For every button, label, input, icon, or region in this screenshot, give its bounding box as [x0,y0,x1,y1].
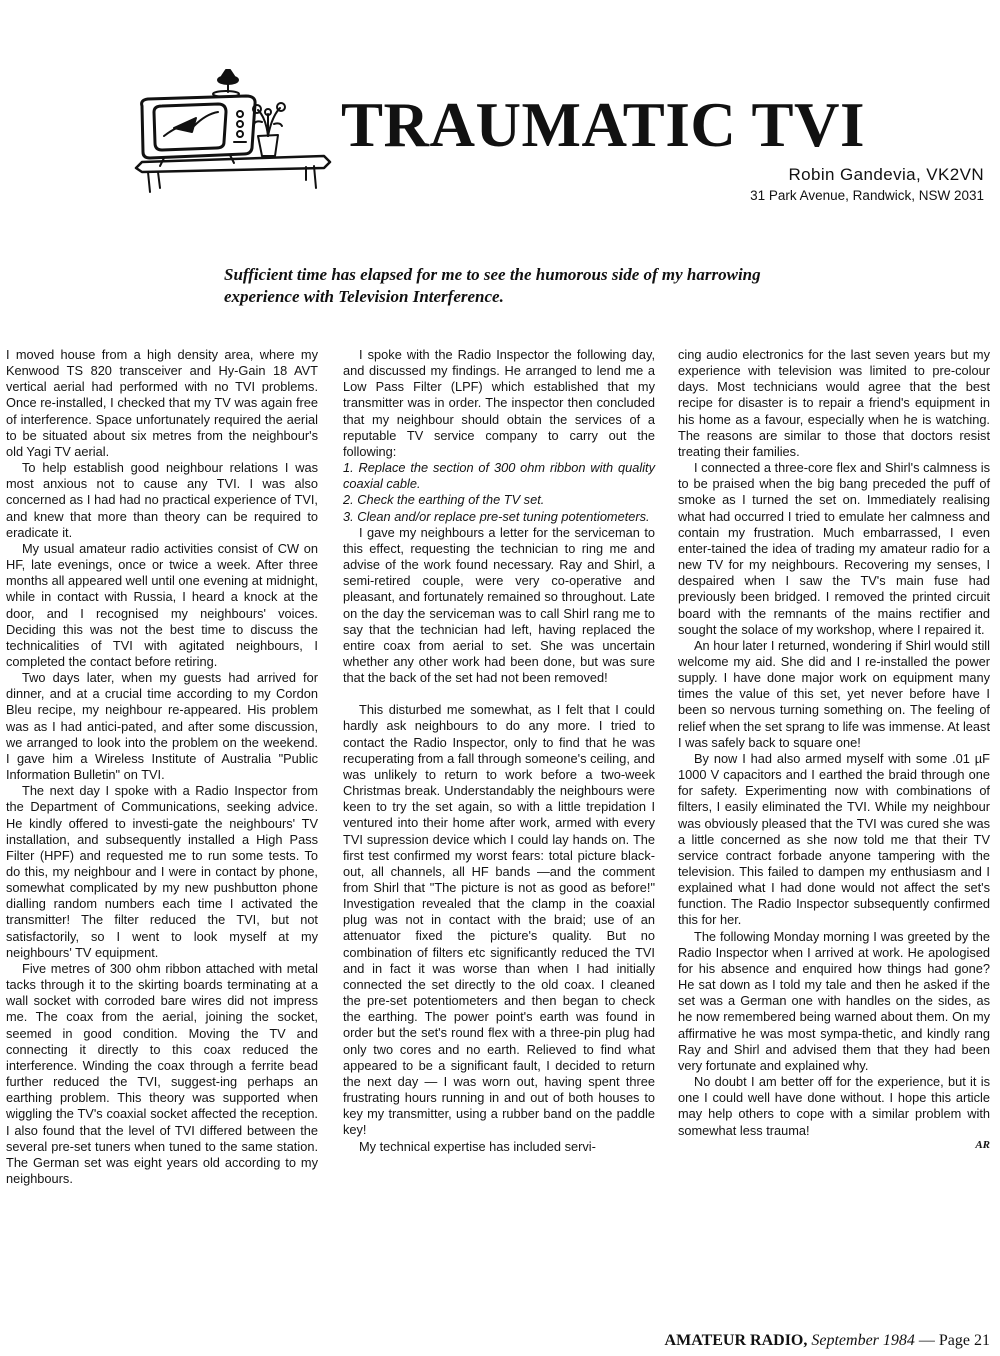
paragraph: I moved house from a high density area, where my Kenwood TS 820 transceiver and Hy-Gain 18 AVT vertical aerial had performed with no TVI problems. Once re-installed, I checked that my TV was again free of interference. Space unfortunately required the aerial to be situated about six metres from the neighbour's old Yagi TV aerial. [6,347,318,459]
author-name: Robin Gandevia, VK2VN [788,165,984,184]
article-column-3 [678,347,990,1151]
byline [750,164,984,206]
paragraph: An hour later I returned, wondering if Shirl would still welcome my aid. She did and I re-installed the power supply. I have done major work on equipment many times the value of this set, yet never before have I been so nervous turning something on. The feeling of relief when the set sprang to life was immense. At least I was safely back to square one! [678,637,990,750]
paragraph: To help establish good neighbour relations I was most anxious not to cause any TVI. I was also concerned as I had had no practical experience of TVI, and knew that more than theory can be required to eradicate it. [6,460,318,540]
paragraph: By now I had also armed myself with some .01 µF 1000 V capacitors and I earthed the braid through one for safety. Experimenting now with combinations of filters, I easily eliminated the TVI. While my neighbour was obviously pleased that the TVI was cured she was a little concerned as she now told me that their TV service contract forbade anyone tampering with the television. This failed to dampen my enthusiasm and I explained what I had done would not affect the set's function. The Radio Inspector subsequently confirmed this for her. [678,750,990,928]
list-item: 3. Clean and/or replace pre-set tuning potentiometers. [343,508,650,524]
paragraph: My technical expertise has included servi- [359,1138,596,1154]
article-column-2 [343,347,655,1155]
footer-page-number: — Page 21 [918,1332,990,1349]
paragraph: Two days later, when my guests had arrived for dinner, and at a crucial time according to my Cordon Bleu recipe, my neighbour re-appeared. His problem was as I had antici-pated, and after some discussion, we arranged to look into the problem on the weekend. I gave him a Wireless Institute of Australia "Public Information Bulletin" on TVI. [6,670,318,783]
end-mark: AR [975,1138,990,1151]
article-title: TRAUMATIC TVI [341,90,865,160]
paragraph: My usual amateur radio activities consist of CW on HF, late evenings, once or twice a week. After three months all appeared well until one evening at midnight, while in contact with Russia, I heard a knock at the door, and I recognised my neighbours' voices. Deciding this was not the best time to discuss the technicalities of TVI with agitated neighbours, I completed the contact before retiring. [6,540,318,669]
paragraph: This disturbed me somewhat, as I felt that I could hardly ask neighbours to do any more. I tried to contact the Radio Inspector, only to find that he was recuperating from a fall through someone's ceiling, and was unlikely to return to work before a two-week Christmas break. Understandably the neighbours were keen to try the set again, so with a little trepidation I ventured into their home after work, armed with every TVI supression device which I could lay hands on. The first test confirmed my worst fears: total picture black-out, all channels, all HF bands —and the comment from Shirl that "The picture is not as good as before!" Investigation revealed that the clamp in the coaxial plug was not in contact with the braid; use of an attenuator fixed the picture's quality. But no combination of filters etc significantly reduced the TVI and in fact it was worse than when I had initially connected the set directly to the old coax. I cleaned the pre-set potentiometers and then began to check the earthing. The power point's earth was found in order but the set's round flex with a three-pin plug had only two cores and no earth. Relieved to find what appeared to be a significant fault, I decided to return the next day — I was worn out, having spent three frustrating hours running in and out of both houses to key my transmitter, using a rubber band on the paddle key! [343,702,655,1138]
standfirst: Sufficient time has elapsed for me to see the humorous side of my harrowing experience with Television Interference. [224,265,761,306]
paragraph: The following Monday morning I was greeted by the Radio Inspector when I arrived at work. He apologised for his absence and enquired how things had gone? He sat down as I told my tale and then he asked if the set was a German one with handles on the sides, as he now remembered being warned about them. On my affirmative he was most sympa-thetic, and kindly rang Ray and Shirl and advised them that they had been very fortunate and explained why. [678,928,990,1073]
paragraph: No doubt I am better off for the experience, but it is one I could well have done without. I hope this article may help others to cope with a similar problem with somewhat less trauma! [678,1074,990,1138]
list-item: 1. Replace the section of 300 ohm ribbon with quality coaxial cable. [343,460,655,492]
paragraph: cing audio electronics for the last seven years but my experience with television was limited to pre-colour days. Most technicians would agree that the best recipe for disaster is to repair a friend's equipment in his home as a favour, especially when he is watching. The reasons are similar to those that doctors resist treating their families. [678,347,990,459]
page-footer [665,1332,990,1350]
tv-on-table-illustration [134,66,340,194]
footer-publication: AMATEUR RADIO, [664,1332,808,1349]
list-item: 2. Check the earthing of the TV set. [343,492,545,508]
article-column-1 [6,347,318,1187]
author-address: 31 Park Avenue, Randwick, NSW 2031 [750,188,984,203]
paragraph: I connected a three-core flex and Shirl's calmness is to be praised when the big bang preceded the puff of smoke as I turned the set on. Immediately realising what had occurred I tried to emulate her calmness and contain my frustration. Much embarrassed, I even enter-tained the idea of trading my amateur radio for a new TV for my neighbours. Recovering my senses, I despaired when I saw the TV's main fuse had previously been bridged. I removed the printed circuit board with the remnants of the mains rectifier and sought the solace of my workshop, where I repaired it. [678,460,990,637]
paragraph: I spoke with the Radio Inspector the following day, and discussed my findings. He arranged to lend me a Low Pass Filter (LPF) which established that my transmitter was in order. The inspector then concluded that my neighbour should obtain the services of a reputable TV service company to carry out the following: [343,347,655,459]
footer-issue: September 1984 [811,1332,915,1349]
paragraph: Five metres of 300 ohm ribbon attached with metal tacks through it to the skirting boards terminating at a wall socket with corroded bare wires did not impress me. The coax from the aerial, joining the socket, seemed in good condition. Moving the TV and connecting it directly to this coax reduced the interference. Winding the coax through a ferrite bead further reduced the TVI, suggest-ing perhaps an earthing problem. This theory was supported when wiggling the TV's coaxial socket affected the reception. I also found that the level of TVI differed between the several pre-set tuners when tuned to the same station. The German set was eight years old according to my neighbours. [6,960,318,1186]
paragraph: The next day I spoke with a Radio Inspector from the Department of Communications, seeking advice. He kindly offered to investi-gate the neighbours' TV installation, and subsequently installed a High Pass Filter (HPF) and requested me to run some tests. To do this, my neighbour and I were in contact by phone, somewhat complicated by my new pushbutton phone dialling random numbers each time I activated the transmitter! The filter reduced the TVI, but not satisfactorily, so I went to look myself at my neighbours' TV equipment. [6,783,318,960]
paragraph: I gave my neighbours a letter for the serviceman to this effect, requesting the technician to ring me and advise of the work found necessary. Ray and Shirl, a semi-retired couple, were very co-operative and pleasant, and fortunately remained so throughout. Late on the day the serviceman was to call Shirl rang me to say that the technician had left, having replaced the entire coax from aerial to set. She was uncertain whether any other work had been done, but was sure that the back of the set had not been removed! [343,524,655,686]
